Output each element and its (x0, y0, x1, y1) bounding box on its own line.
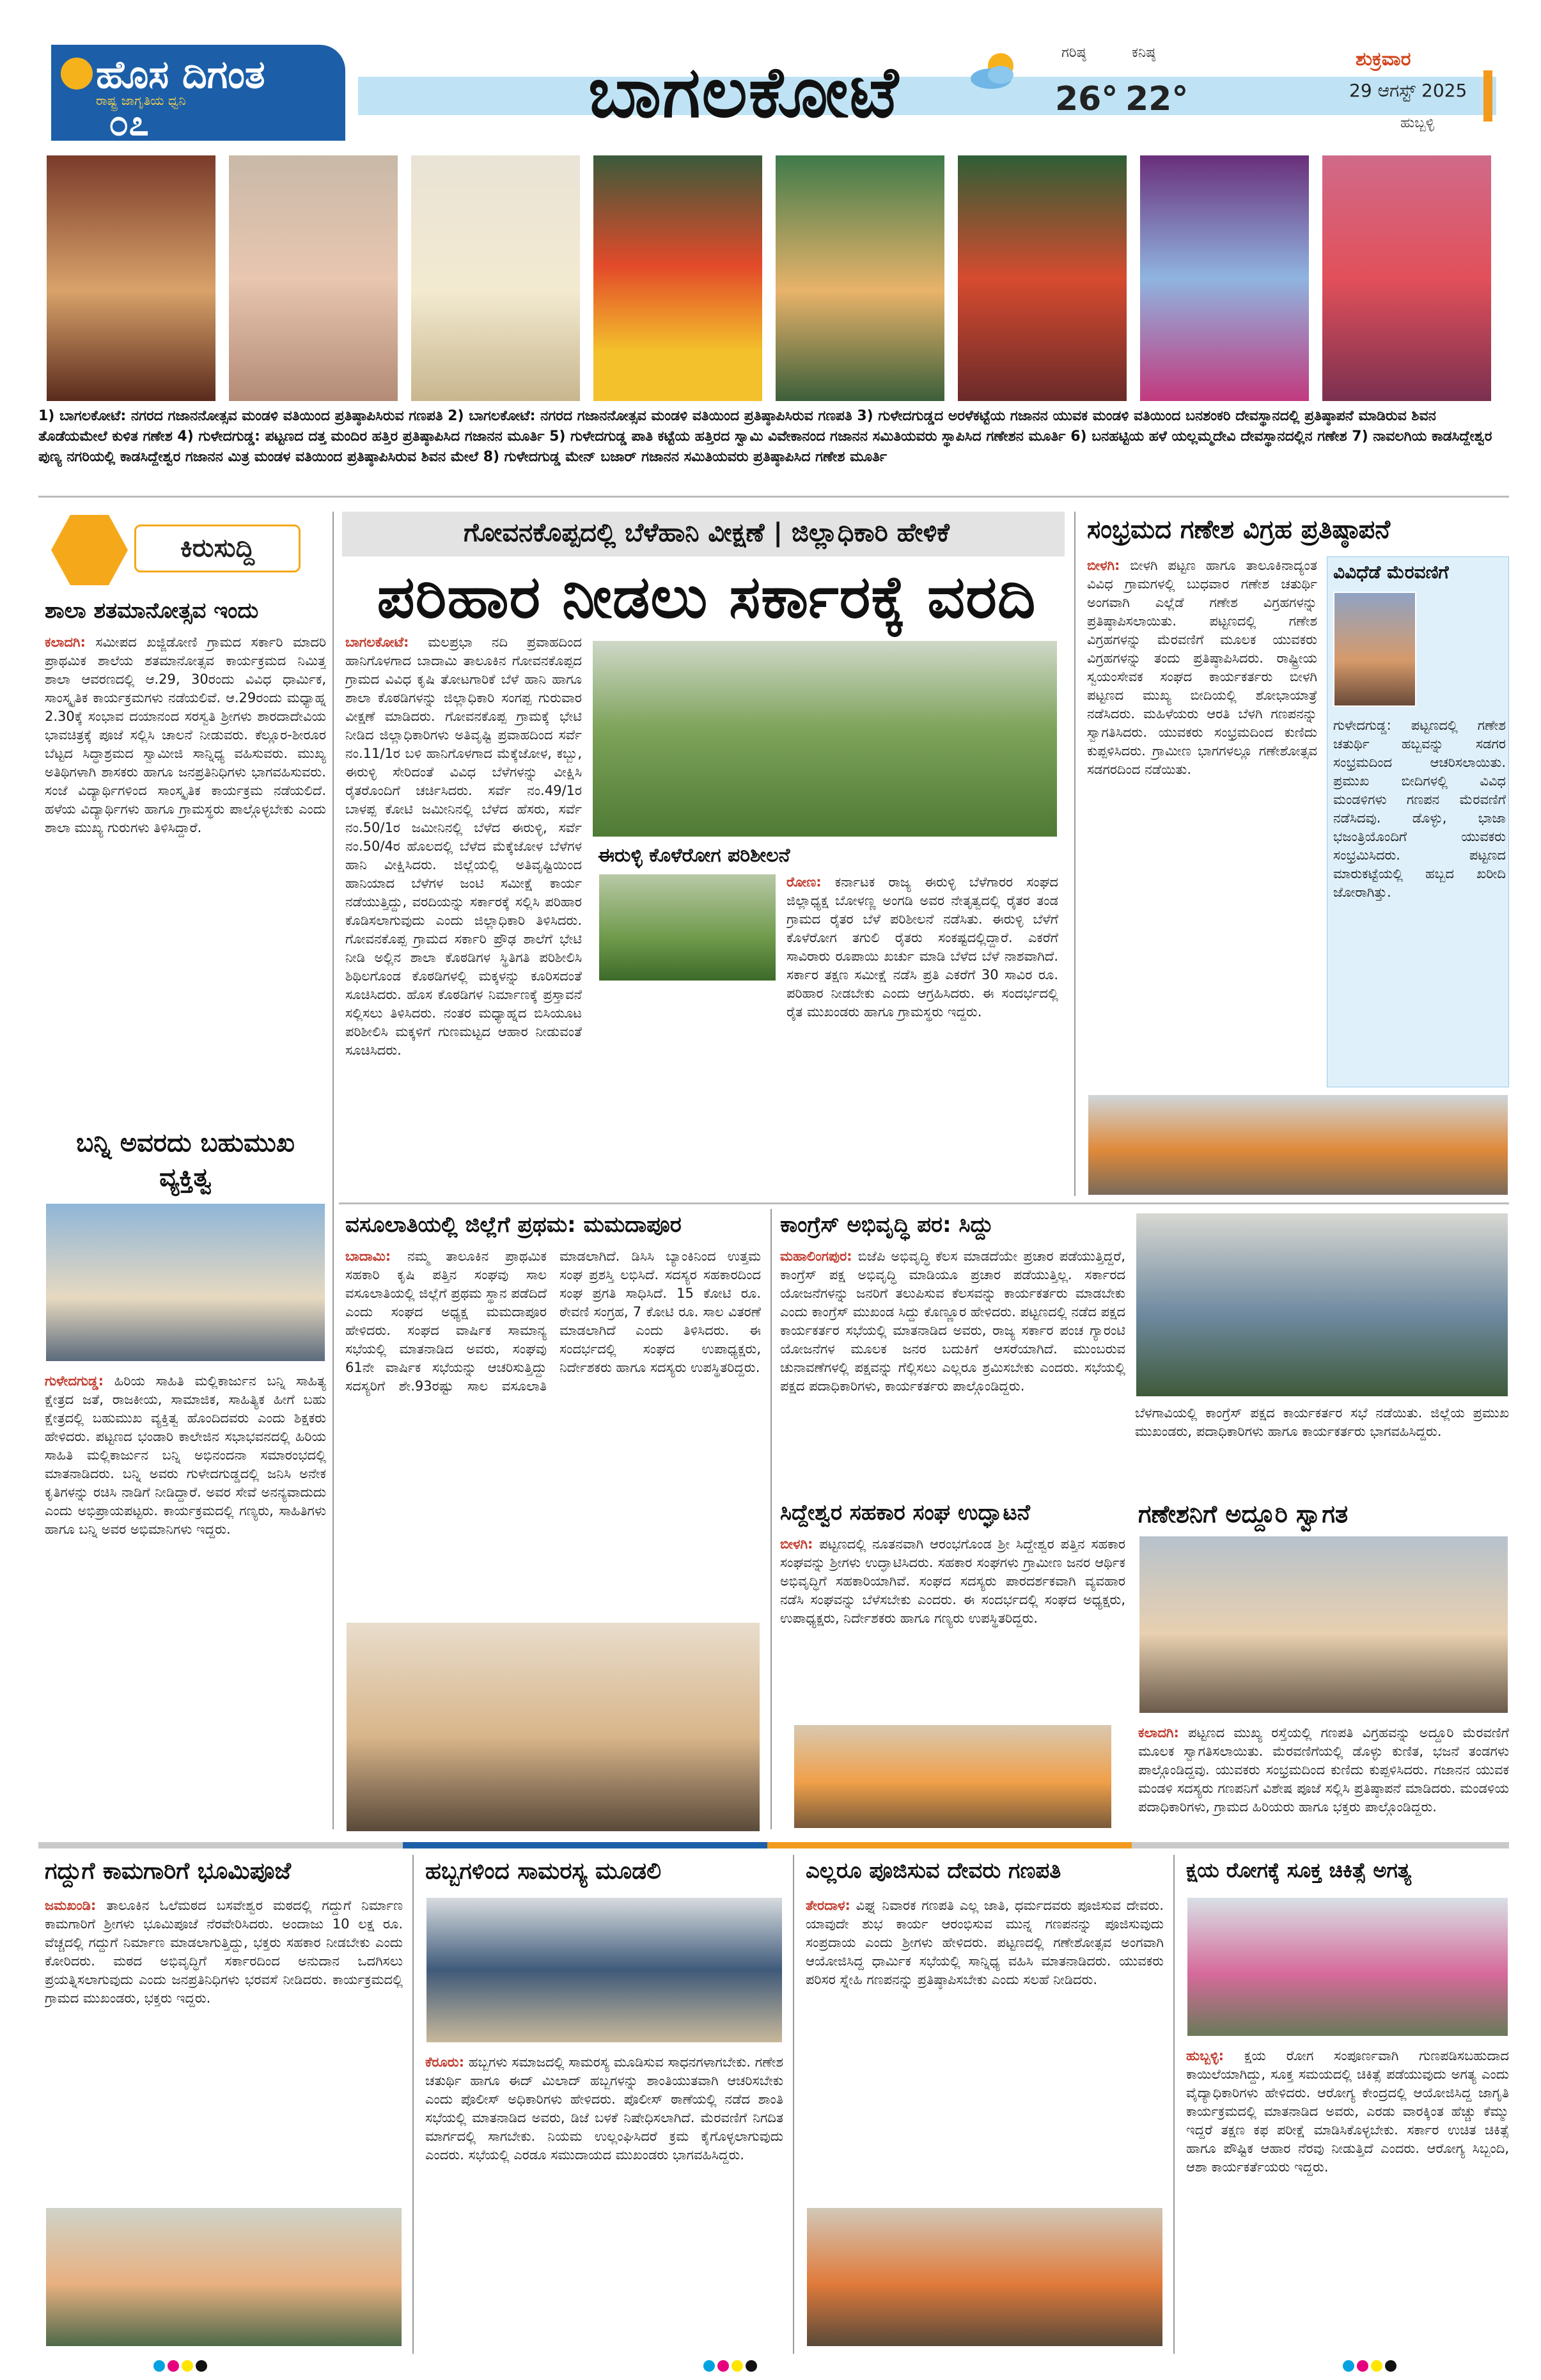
bottom-3-photo (806, 2207, 1164, 2347)
accent-bar (1483, 70, 1492, 122)
bottom-1-dateline: ಜಮಖಂಡಿ: (45, 1898, 97, 1913)
ganesha-dateline: ಬೀಳಗಿ: (1087, 558, 1120, 573)
temp-min: 22° (1125, 80, 1189, 118)
sub-photo-onion-field (598, 873, 777, 982)
siddeshwar-dateline: ಬೀಳಗಿ: (780, 1536, 813, 1552)
registration-dot (168, 2360, 179, 2372)
issue-date: 29 ಆಗಸ್ಟ್ 2025 (1349, 80, 1467, 101)
kiru-suddi-logo-icon (51, 515, 128, 585)
brief-1-body (45, 633, 326, 1119)
bottom-1-body (45, 1896, 403, 2197)
registration-dot (1385, 2360, 1396, 2372)
temp-max-label: ಗರಿಷ್ಠ (1061, 45, 1086, 61)
bottom-2-photo (425, 1896, 783, 2044)
ganesha-photo-4 (591, 154, 764, 403)
bottom-2-text: ಹಬ್ಬಗಳು ಸಮಾಜದಲ್ಲಿ ಸಾಮರಸ್ಯ ಮೂಡಿಸುವ ಸಾಧನಗಳಾಗಬೇಕು. ಗಣೇಶ ಚತುರ್ಥಿ ಹಾಗೂ ಈದ್ ಮಿಲಾದ್ ಹಬ್ಬಗಳನ್ನು ಶಾಂತಿಯುತವಾಗಿ ಆಚರಿಸಬೇಕು ಎಂದು ಪೊಲೀಸ್ ಅಧಿಕಾರಿಗಳು ಹೇಳಿದರು. ಪೊಲೀಸ್ ಠಾಣೆಯಲ್ಲಿ ನಡೆದ ಶಾಂತಿ ಸಭೆಯಲ್ಲಿ ಮಾತನಾಡಿದ ಅವರು, ಡಿಜೆ ಬಳಕೆ ನಿಷೇಧಿಸಲಾಗಿದೆ. ಮೆರವಣಿಗೆ ನಿಗದಿತ ಮಾರ್ಗದಲ್ಲಿ ಸಾಗಬೇಕು. ನಿಯಮ ಉಲ್ಲಂಘಿಸಿದರೆ ಕ್ರಮ ಕೈಗೊಳ್ಳಲಾಗುವುದು ಎಂದರು. ಸಭೆಯಲ್ಲಿ ಎರಡೂ ಸಮುದಾಯದ ಮುಖಂಡರು ಭಾಗವಹಿಸಿದ್ದರು. (425, 2054, 783, 2163)
lead-photo-crop-inspection (591, 640, 1058, 838)
ganesha-photo-1 (45, 154, 217, 403)
weekday: ಶುಕ್ರವಾರ (1356, 48, 1411, 70)
ganeshanige-photo (1138, 1535, 1509, 1714)
lead-text: ಮಲಪ್ರಭಾ ನದಿ ಪ್ರವಾಹದಿಂದ ಹಾನಿಗೊಳಗಾದ ಬಾದಾಮಿ ತಾಲೂಕಿನ ಗೋವನಕೊಪ್ಪದ ಗ್ರಾಮದ ವಿವಿಧ ಕೃಷಿ ತೋಟಗಾರಿಕೆ ಬೆಳೆ ಹಾನಿ ಹಾಗೂ ಶಾಲಾ ಕೊಠಡಿಗಳನ್ನು ಜಿಲ್ಲಾಧಿಕಾರಿ ಸಂಗಪ್ಪ ಗುರುವಾರ ವೀಕ್ಷಣೆ ಮಾಡಿದರು. ಗೋವನಕೊಪ್ಪ ಗ್ರಾಮಕ್ಕೆ ಭೇಟಿ ನೀಡಿದ ಜಿಲ್ಲಾಧಿಕಾರಿಗಳು ಅತಿವೃಷ್ಟಿ ಪ್ರವಾಹದಿಂದ ಸರ್ವೆ ನಂ.11/1ರ ಬಳಿ ಹಾನಿಗೊಳಗಾದ ಮೆಕ್ಕೆಜೋಳ, ಕಬ್ಬು, ಈರುಳ್ಳಿ ಸೇರಿದಂತೆ ವಿವಿಧ ಬೆಳೆಗಳನ್ನು ವೀಕ್ಷಿಸಿ ರೈತರೊಂದಿಗೆ ಚರ್ಚಿಸಿದರು. ಸರ್ವೆ ನಂ.49/1ರ ಬಾಳಪ್ಪ ಕೋಟಿ ಜಮೀನಿನಲ್ಲಿ ಬೆಳೆದ ಹೆಸರು, ಸರ್ವೆ ನಂ.50/1ರ ಜಮೀನಿನಲ್ಲಿ ಬೆಳೆದ ಈರುಳ್ಳಿ, ಸರ್ವೆ ನಂ.50/4ರ ಹೊಲದಲ್ಲಿ ಬೆಳೆದ ಮೆಕ್ಕೆಜೋಳ ಬೆಳೆಗಳ ಹಾನಿ ವೀಕ್ಷಿಸಿದರು. ಜಿಲ್ಲೆಯಲ್ಲಿ ಅತಿವೃಷ್ಟಿಯಿಂದ ಹಾನಿಯಾದ ಬೆಳೆಗಳ ಜಂಟಿ ಸಮೀಕ್ಷೆ ಕಾರ್ಯ ನಡೆಯುತ್ತಿದ್ದು, ವರದಿಯನ್ನು ಸರ್ಕಾರಕ್ಕೆ ಸಲ್ಲಿಸಿ ಪರಿಹಾರ ಕೊಡಿಸಲಾಗುವುದು ಎಂದು ಜಿಲ್ಲಾಧಿಕಾರಿ ತಿಳಿಸಿದರು. ಗೋವನಕೊಪ್ಪ ಗ್ರಾಮದ ಸರ್ಕಾರಿ ಪ್ರೌಢ ಶಾಲೆಗೆ ಭೇಟಿ ನೀಡಿ ಅಲ್ಲಿನ ಶಾಲಾ ಕೊಠಡಿಗಳ ಸ್ಥಿತಿಗತಿ ಪರಿಶೀಲಿಸಿ ಶಿಥಿಲಗೊಂಡ ಕೊಠಡಿಗಳಲ್ಲಿ ಮಕ್ಕಳನ್ನು ಕೂರಿಸದಂತೆ ಸೂಚಿಸಿದರು. ಹೊಸ ಕೊಠಡಿಗಳ ನಿರ್ಮಾಣಕ್ಕೆ ಪ್ರಸ್ತಾವನೆ ಸಲ್ಲಿಸಲು ತಿಳಿಸಿದರು. ನಂತರ ಮಧ್ಯಾಹ್ನದ ಬಿಸಿಯೂಟ ಪರಿಶೀಲಿಸಿ ಮಕ್ಕಳಿಗೆ ಗುಣಮಟ್ಟದ ಆಹಾರ ನೀಡುವಂತೆ ಸೂಚಿಸಿದರು. (345, 634, 582, 1058)
temp-max: 26° (1055, 80, 1118, 118)
vasulati-photo (345, 1621, 761, 1832)
vasulati-dateline: ಬಾದಾಮಿ: (345, 1249, 391, 1264)
column-rule (332, 512, 334, 1829)
column-rule (1074, 512, 1076, 1196)
cloud-sun-icon (966, 48, 1023, 93)
bottom-1-text: ತಾಲೂಕಿನ ಓಲೆಮಠದ ಬಸವೇಶ್ವರ ಮಠದಲ್ಲಿ ಗದ್ದುಗೆ ನಿರ್ಮಾಣ ಕಾಮಗಾರಿಗೆ ಶ್ರೀಗಳು ಭೂಮಿಪೂಜೆ ನೆರವೇರಿಸಿದರು. ಅಂದಾಜು 10 ಲಕ್ಷ ರೂ. ವೆಚ್ಚದಲ್ಲಿ ಗದ್ದುಗೆ ನಿರ್ಮಾಣ ಮಾಡಲಾಗುತ್ತಿದ್ದು, ಭಕ್ತರು ಸಹಕಾರ ನೀಡಬೇಕು ಎಂದು ಕೋರಿದರು. ಮಠದ ಅಭಿವೃದ್ಧಿಗೆ ಸರ್ಕಾರದಿಂದ ಅನುದಾನ ಒದಗಿಸಲು ಪ್ರಯತ್ನಿಸಲಾಗುವುದು ಎಂದು ಜನಪ್ರತಿನಿಧಿಗಳು ಭರವಸೆ ನೀಡಿದರು. ಕಾರ್ಯಕ್ರಮದಲ್ಲಿ ಗ್ರಾಮದ ಮುಖಂಡರು, ಭಕ್ತರು ಇದ್ದರು. (45, 1898, 403, 2006)
bottom-4-text: ಕ್ಷಯ ರೋಗ ಸಂಪೂರ್ಣವಾಗಿ ಗುಣಪಡಿಸಬಹುದಾದ ಕಾಯಿಲೆಯಾಗಿದ್ದು, ಸೂಕ್ತ ಸಮಯದಲ್ಲಿ ಚಿಕಿತ್ಸೆ ಪಡೆಯುವುದು ಅಗತ್ಯ ಎಂದು ವೈದ್ಯಾಧಿಕಾರಿಗಳು ಹೇಳಿದರು. ಆರೋಗ್ಯ ಕೇಂದ್ರದಲ್ಲಿ ಆಯೋಜಿಸಿದ್ದ ಜಾಗೃತಿ ಕಾರ್ಯಕ್ರಮದಲ್ಲಿ ಮಾತನಾಡಿದ ಅವರು, ಎರಡು ವಾರಕ್ಕಿಂತ ಹೆಚ್ಚು ಕೆಮ್ಮು ಇದ್ದರೆ ತಕ್ಷಣ ಕಫ ಪರೀಕ್ಷೆ ಮಾಡಿಸಿಕೊಳ್ಳಬೇಕು. ಸರ್ಕಾರ ಉಚಿತ ಚಿಕಿತ್ಸೆ ಹಾಗೂ ಪೌಷ್ಟಿಕ ಆಹಾರ ನೆರವು ನೀಡುತ್ತಿದೆ ಎಂದರು. ಆರೋಗ್ಯ ಸಿಬ್ಬಂದಿ, ಆಶಾ ಕಾರ್ಯಕರ್ತೆಯರು ಇದ್ದರು. (1186, 2048, 1509, 2175)
page-number: ೦೭ (109, 102, 149, 144)
column-rule (793, 1855, 794, 2354)
procession-photo (1333, 592, 1416, 707)
vasulati-body (345, 1247, 761, 1612)
brief-2-photo (45, 1202, 326, 1362)
divider-bar (403, 1842, 767, 1848)
congress-photo (1135, 1212, 1509, 1398)
ganeshanige-headline: ಗಣೇಶನಿಗೆ ಅದ್ದೂರಿ ಸ್ವಾಗತ (1138, 1500, 1349, 1528)
column-rule (1173, 1855, 1175, 2354)
ganesha-photo-7 (1138, 154, 1311, 403)
brand-name: ಹೊಸ ದಿಗಂತ (96, 52, 265, 97)
ganesha-photo-6 (956, 154, 1129, 403)
procession-box-body: ಗುಳೇದಗುಡ್ಡ: ಪಟ್ಟಣದಲ್ಲಿ ಗಣೇಶ ಚತುರ್ಥಿ ಹಬ್ಬವನ್ನು ಸಡಗರ ಸಂಭ್ರಮದಿಂದ ಆಚರಿಸಲಾಯಿತು. ಪ್ರಮುಖ ಬೀದಿಗಳಲ್ಲಿ ವಿವಿಧ ಮಂಡಳಿಗಳು ಗಣಪನ ಮೆರವಣಿಗೆ ನಡೆಸಿದವು. ಡೊಳ್ಳು, ಭಾಜಾ ಭಜಂತ್ರಿಯೊಂದಿಗೆ ಯುವಕರು ಸಂಭ್ರಮಿಸಿದರು. ಪಟ್ಟಣದ ಮಾರುಕಟ್ಟೆಯಲ್ಲಿ ಹಬ್ಬದ ಖರೀದಿ ಜೋರಾಗಿತ್ತು. (1333, 718, 1506, 900)
ganeshanige-text: ಪಟ್ಟಣದ ಮುಖ್ಯ ರಸ್ತೆಯಲ್ಲಿ ಗಣಪತಿ ವಿಗ್ರಹವನ್ನು ಅದ್ದೂರಿ ಮೆರವಣಿಗೆ ಮೂಲಕ ಸ್ವಾಗತಿಸಲಾಯಿತು. ಮೆರವಣಿಗೆಯಲ್ಲಿ ಡೊಳ್ಳು ಕುಣಿತ, ಭಜನೆ ತಂಡಗಳು ಪಾಲ್ಗೊಂಡಿದ್ದವು. ಯುವಕರು ಸಂಭ್ರಮದಿಂದ ಕುಣಿದು ಕುಪ್ಪಳಿಸಿದರು. ಗಜಾನನ ಯುವಕ ಮಂಡಳಿ ಸದಸ್ಯರು ಗಣಪನಿಗೆ ವಿಶೇಷ ಪೂಜೆ ಸಲ್ಲಿಸಿ ಪ್ರತಿಷ್ಠಾಪನೆ ಮಾಡಿದರು. ಮಂಡಳಿಯ ಪದಾಧಿಕಾರಿಗಳು, ಗ್ರಾಮದ ಹಿರಿಯರು ಹಾಗೂ ಭಕ್ತರು ಪಾಲ್ಗೊಂಡಿದ್ದರು. (1138, 1725, 1509, 1815)
masthead (0, 0, 1541, 147)
lead-body (345, 633, 582, 1177)
bottom-3-body (806, 1896, 1164, 2197)
brief-2-body (45, 1372, 326, 1832)
vasulati-headline: ವಸೂಲಾತಿಯಲ್ಲಿ ಜಿಲ್ಲೆಗೆ ಪ್ರಥಮ: ಮಮದಾಪೂರ (345, 1212, 682, 1238)
sub-dateline: ರೋಣ: (786, 874, 822, 890)
brief-2-dateline: ಗುಳೇದಗುಡ್ಡ: (45, 1373, 104, 1389)
registration-dot (1357, 2360, 1368, 2372)
ganesha-procession-photo (1087, 1094, 1509, 1196)
divider-bar (1132, 1842, 1509, 1848)
ganeshanige-body (1138, 1724, 1509, 1829)
divider (38, 496, 1509, 498)
lead-dateline: ಬಾಗಲಕೋಟೆ: (345, 634, 409, 650)
brief-2-title: ಬನ್ನಿ ಅವರದು ಬಹುಮುಖ ವ್ಯಕ್ತಿತ್ವ (76, 1128, 295, 1192)
edition-band (358, 77, 1496, 115)
siddeshwar-body (780, 1535, 1125, 1714)
bottom-1-photo (45, 2207, 403, 2347)
ganesha-photo-5 (774, 154, 946, 403)
registration-dot (196, 2360, 207, 2372)
siddeshwar-headline: ಸಿದ್ದೇಶ್ವರ ಸಹಕಾರ ಸಂಘ ಉದ್ಘಾಟನೆ (780, 1500, 1030, 1525)
bottom-1-headline: ಗದ್ದುಗೆ ಕಾಮಗಾರಿಗೆ ಭೂಮಿಪೂಜೆ (45, 1858, 292, 1884)
sub-body (786, 873, 1058, 1071)
registration-dot (717, 2360, 729, 2372)
ganesha-photo-3 (409, 154, 582, 403)
ganesha-text: ಬೀಳಗಿ ಪಟ್ಟಣ ಹಾಗೂ ತಾಲೂಕಿನಾದ್ಯಂತ ವಿವಿಧ ಗ್ರಾಮಗಳಲ್ಲಿ ಬುಧವಾರ ಗಣೇಶ ಚತುರ್ಥಿ ಅಂಗವಾಗಿ ಎಲ್ಲೆಡೆ ಗಣೇಶ ವಿಗ್ರಹಗಳನ್ನು ಪ್ರತಿಷ್ಠಾಪಿಸಲಾಯಿತು. ಪಟ್ಟಣದಲ್ಲಿ ಗಣೇಶ ವಿಗ್ರಹಗಳನ್ನು ಮೆರವಣಿಗೆ ಮೂಲಕ ಯುವಕರು ವಿಗ್ರಹಗಳನ್ನು ತಂದು ಪ್ರತಿಷ್ಠಾಪಿಸಿದರು. ರಾಷ್ಟ್ರೀಯ ಸ್ವಯಂಸೇವಕ ಸಂಘದ ಕಾರ್ಯಕರ್ತರು ಬೀಳಗಿ ಪಟ್ಟಣದ ಮುಖ್ಯ ಬೀದಿಯಲ್ಲಿ ಶೋಭಾಯಾತ್ರೆ ನಡೆಸಿದರು. ಮಹಿಳೆಯರು ಆರತಿ ಬೆಳಗಿ ಗಣಪನನ್ನು ಸ್ವಾಗತಿಸಿದರು. ಯುವಕರು ಸಂಭ್ರಮದಿಂದ ಕುಣಿದು ಕುಪ್ಪಳಿಸಿದರು. ಗ್ರಾಮೀಣ ಭಾಗಗಳಲ್ಲೂ ಗಣೇಶೋತ್ಸವ ಸಡಗರದಿಂದ ನಡೆಯಿತು. (1087, 558, 1317, 777)
registration-dot (731, 2360, 743, 2372)
column-rule (770, 1209, 772, 1829)
siddeshwar-text: ಪಟ್ಟಣದಲ್ಲಿ ನೂತನವಾಗಿ ಆರಂಭಗೊಂಡ ಶ್ರೀ ಸಿದ್ದೇಶ್ವರ ಪತ್ತಿನ ಸಹಕಾರ ಸಂಘವನ್ನು ಶ್ರೀಗಳು ಉದ್ಘಾಟಿಸಿದರು. ಸಹಕಾರ ಸಂಘಗಳು ಗ್ರಾಮೀಣ ಜನರ ಆರ್ಥಿಕ ಅಭಿವೃದ್ಧಿಗೆ ಸಹಕಾರಿಯಾಗಿವೆ. ಸಂಘದ ಸದಸ್ಯರು ಪಾರದರ್ಶಕವಾಗಿ ವ್ಯವಹಾರ ನಡೆಸಿ ಸಂಘವನ್ನು ಬೆಳೆಸಬೇಕು ಎಂದರು. ಈ ಸಂದರ್ಭದಲ್ಲಿ ಸಂಘದ ಅಧ್ಯಕ್ಷರು, ಉಪಾಧ್ಯಕ್ಷರು, ನಿರ್ದೇಶಕರು ಹಾಗೂ ಗಣ್ಯರು ಉಪಸ್ಥಿತರಿದ್ದರು. (780, 1536, 1125, 1626)
registration-dot (746, 2360, 757, 2372)
brief-1-title: ಶಾಲಾ ಶತಮಾನೋತ್ಸವ ಇಂದು (45, 598, 259, 624)
congress-body (780, 1247, 1125, 1490)
ganeshanige-dateline: ಕಲಾದಗಿ: (1138, 1725, 1179, 1740)
bottom-4-dateline: ಹುಬ್ಬಳ್ಳಿ: (1186, 2048, 1224, 2063)
sub-headline: ಈರುಳ್ಳಿ ಕೊಳೆರೋಗ ಪರಿಶೀಲನೆ (598, 844, 790, 867)
lead-headline: ಪರಿಹಾರ ನೀಡಲು ಸರ್ಕಾರಕ್ಕೆ ವರದಿ (377, 563, 1036, 631)
registration-dot (1371, 2360, 1382, 2372)
ganesha-headline: ಸಂಭ್ರಮದ ಗಣೇಶ ವಿಗ್ರಹ ಪ್ರತಿಷ್ಠಾಪನೆ (1087, 515, 1391, 544)
ganesha-photo-8 (1320, 154, 1493, 403)
registration-dot (703, 2360, 715, 2372)
lead-kicker: ಗೋವನಕೊಪ್ಪದಲ್ಲಿ ಬೆಳೆಹಾನಿ ವೀಕ್ಷಣೆ | ಜಿಲ್ಲಾಧಿಕಾರಿ ಹೇಳಿಕೆ (464, 518, 950, 548)
bottom-2-body (425, 2053, 783, 2354)
sub-text: ಕರ್ನಾಟಕ ರಾಜ್ಯ ಈರುಳ್ಳಿ ಬೆಳೆಗಾರರ ಸಂಘದ ಜಿಲ್ಲಾಧ್ಯಕ್ಷ ಬೋಳಣ್ಣ ಅಂಗಡಿ ಅವರ ನೇತೃತ್ವದಲ್ಲಿ ರೈತರ ತಂಡ ಗ್ರಾಮದ ರೈತರ ಬೆಳೆ ಪರಿಶೀಲನೆ ನಡೆಸಿತು. ಈರುಳ್ಳಿ ಬೆಳೆಗೆ ಕೊಳೆರೋಗ ತಗುಲಿ ರೈತರು ಸಂಕಷ್ಟದಲ್ಲಿದ್ದಾರೆ. ಎಕರೆಗೆ ಸಾವಿರಾರು ರೂಪಾಯಿ ಖರ್ಚು ಮಾಡಿ ಬೆಳೆದ ಬೆಳೆ ನಾಶವಾಗಿದೆ. ಸರ್ಕಾರ ತಕ್ಷಣ ಸಮೀಕ್ಷೆ ನಡೆಸಿ ಪ್ರತಿ ಎಕರೆಗೆ 30 ಸಾವಿರ ರೂ. ಪರಿಹಾರ ನೀಡಬೇಕು ಎಂದು ಆಗ್ರಹಿಸಿದರು. ಈ ಸಂದರ್ಭದಲ್ಲಿ ರೈತ ಮುಖಂಡರು ಹಾಗೂ ಗ್ರಾಮಸ್ಥರು ಇದ್ದರು. (786, 874, 1058, 1020)
ganesha-photo-2 (227, 154, 400, 403)
procession-box-title: ವಿವಿಧೆಡೆ ಮೆರವಣಿಗೆ (1333, 562, 1449, 583)
registration-dot (153, 2360, 165, 2372)
divider-bar (767, 1842, 1132, 1848)
brief-1-dateline: ಕಲಾದಗಿ: (45, 634, 86, 650)
congress-text: ಬಿಜೆಪಿ ಅಭಿವೃದ್ಧಿ ಕೆಲಸ ಮಾಡದೆಯೇ ಪ್ರಚಾರ ಪಡೆಯುತ್ತಿದ್ದರೆ, ಕಾಂಗ್ರೆಸ್ ಪಕ್ಷ ಅಭಿವೃದ್ಧಿ ಮಾಡಿಯೂ ಪ್ರಚಾರ ಪಡೆಯುತ್ತಿಲ್ಲ. ಸರ್ಕಾರದ ಯೋಜನೆಗಳನ್ನು ಜನರಿಗೆ ತಲುಪಿಸುವ ಕೆಲಸವನ್ನು ಕಾರ್ಯಕರ್ತರು ಮಾಡಬೇಕು ಎಂದು ಕಾಂಗ್ರೆಸ್ ಮುಖಂಡ ಸಿದ್ದು ಕೊಣ್ಣೂರ ಹೇಳಿದರು. ಪಟ್ಟಣದಲ್ಲಿ ನಡೆದ ಪಕ್ಷದ ಕಾರ್ಯಕರ್ತರ ಸಭೆಯಲ್ಲಿ ಮಾತನಾಡಿದ ಅವರು, ರಾಜ್ಯ ಸರ್ಕಾರ ಪಂಚ ಗ್ಯಾರಂಟಿ ಯೋಜನೆಗಳ ಮೂಲಕ ಜನರ ಬದುಕಿಗೆ ಆಸರೆಯಾಗಿದೆ. ಮುಂಬರುವ ಚುನಾವಣೆಗಳಲ್ಲಿ ಪಕ್ಷವನ್ನು ಗೆಲ್ಲಿಸಲು ಎಲ್ಲರೂ ಶ್ರಮಿಸಬೇಕು ಎಂದರು. ಸಭೆಯಲ್ಲಿ ಪಕ್ಷದ ಪದಾಧಿಕಾರಿಗಳು, ಕಾರ್ಯಕರ್ತರು ಪಾಲ್ಗೊಂಡಿದ್ದರು. (780, 1249, 1125, 1394)
ganesha-body (1087, 556, 1317, 1004)
bottom-3-dateline: ತೇರದಾಳ: (806, 1898, 850, 1913)
congress-headline: ಕಾಂಗ್ರೆಸ್ ಅಭಿವೃದ್ಧಿ ಪರ: ಸಿದ್ದು (780, 1212, 994, 1238)
divider (339, 1202, 1509, 1204)
bottom-4-headline: ಕ್ಷಯ ರೋಗಕ್ಕೆ ಸೂಕ್ತ ಚಿಕಿತ್ಸೆ ಅಗತ್ಯ (1186, 1858, 1412, 1882)
siddeshwar-photo (793, 1724, 1113, 1829)
print-city: ಹುಬ್ಬಳ್ಳಿ (1400, 115, 1435, 131)
edition-title: ಬಾಗಲಕೋಟೆ (588, 51, 900, 133)
brand-tagline: ರಾಷ್ಟ್ರ ಜಾಗೃತಿಯ ಧ್ವನಿ (96, 93, 186, 108)
brief-1-text: ಸಮೀಪದ ಖಜ್ಜಿಡೋಣಿ ಗ್ರಾಮದ ಸರ್ಕಾರಿ ಮಾದರಿ ಪ್ರಾಥಮಿಕ ಶಾಲೆಯ ಶತಮಾನೋತ್ಸವ ಕಾರ್ಯಕ್ರಮದ ನಿಮಿತ್ತ ಶಾಲಾ ಆವರಣದಲ್ಲಿ ಆ.29, 30ರಂದು ವಿವಿಧ ಧಾರ್ಮಿಕ, ಸಾಂಸ್ಕೃತಿಕ ಕಾರ್ಯಕ್ರಮಗಳು ನಡೆಯಲಿವೆ. ಆ.29ರಂದು ಮಧ್ಯಾಹ್ನ 2.30ಕ್ಕೆ ಸಂಭಾವ ದಯಾನಂದ ಸರಸ್ವತಿ ಶ್ರೀಗಳು ಶಾರದಾದೇವಿಯ ಭಾವಚಿತ್ರಕ್ಕೆ ಪೂಜೆ ಸಲ್ಲಿಸಿ ಚಾಲನೆ ನೀಡುವರು. ಕೆಲ್ಲೂರ-ಶೀರೂರ ಬೆಟ್ಟದ ಸಿದ್ಧಾಶ್ರಮದ ಸ್ವಾಮೀಜಿ ಸಾನ್ನಿಧ್ಯ ವಹಿಸುವರು. ಮುಖ್ಯ ಅತಿಥಿಗಳಾಗಿ ಶಾಸಕರು ಹಾಗೂ ಜನಪ್ರತಿನಿಧಿಗಳು ಭಾಗವಹಿಸುವರು. ಸಂಜೆ ವಿದ್ಯಾರ್ಥಿಗಳಿಂದ ಸಾಂಸ್ಕೃತಿಕ ಕಾರ್ಯಕ್ರಮ ನಡೆಯಲಿದೆ. ಹಳೆಯ ವಿದ್ಯಾರ್ಥಿಗಳು ಹಾಗೂ ಗ್ರಾಮಸ್ಥರು ಪಾಲ್ಗೊಳ್ಳಬೇಕು ಎಂದು ಶಾಲಾ ಮುಖ್ಯ ಗುರುಗಳು ತಿಳಿಸಿದ್ದಾರೆ. (45, 634, 326, 835)
divider-bar (38, 1842, 403, 1848)
column-rule (412, 1855, 414, 2354)
bottom-4-photo (1186, 1896, 1509, 2037)
brief-2-text: ಹಿರಿಯ ಸಾಹಿತಿ ಮಲ್ಲಿಕಾರ್ಜುನ ಬನ್ನಿ ಸಾಹಿತ್ಯ ಕ್ಷೇತ್ರದ ಜತೆ, ರಾಜಕೀಯ, ಸಾಮಾಜಿಕ, ಸಾಹಿತ್ಯಿಕ ಹೀಗೆ ಬಹು ಕ್ಷೇತ್ರದಲ್ಲಿ ಬಹುಮುಖ ವ್ಯಕ್ತಿತ್ವ ಹೊಂದಿದವರು ಎಂದು ಶಿಕ್ಷಕರು ಹೇಳಿದರು. ಪಟ್ಟಣದ ಭಂಡಾರಿ ಕಾಲೇಜಿನ ಸಭಾಭವನದಲ್ಲಿ ಹಿರಿಯ ಸಾಹಿತಿ ಮಲ್ಲಿಕಾರ್ಜುನ ಬನ್ನಿ ಅಭಿನಂದನಾ ಸಮಾರಂಭದಲ್ಲಿ ಮಾತನಾಡಿದರು. ಬನ್ನಿ ಅವರು ಗುಳೇದಗುಡ್ಡದಲ್ಲಿ ಜನಿಸಿ ಅನೇಕ ಕೃತಿಗಳನ್ನು ರಚಿಸಿ ನಾಡಿಗೆ ನೀಡಿದ್ದಾರೆ. ಅವರ ಸೇವೆ ಅನನ್ಯವಾದುದು ಎಂದು ಅಭಿಪ್ರಾಯಪಟ್ಟರು. ಕಾರ್ಯಕ್ರಮದಲ್ಲಿ ಗಣ್ಯರು, ಸಾಹಿತಿಗಳು ಹಾಗೂ ಬನ್ನಿ ಅವರ ಅಭಿಮಾನಿಗಳು ಇದ್ದರು. (45, 1373, 326, 1537)
bottom-4-body (1186, 2047, 1509, 2354)
vasulati-text: ನಮ್ಮ ತಾಲೂಕಿನ ಪ್ರಾಥಮಿಕ ಸಹಕಾರಿ ಕೃಷಿ ಪತ್ತಿನ ಸಂಘವು ಸಾಲ ವಸೂಲಾತಿಯಲ್ಲಿ ಜಿಲ್ಲೆಗೆ ಪ್ರಥಮ ಸ್ಥಾನ ಪಡೆದಿದೆ ಎಂದು ಸಂಘದ ಅಧ್ಯಕ್ಷ ಮಮದಾಪೂರ ಹೇಳಿದರು. ಸಂಘದ ವಾರ್ಷಿಕ ಸಾಮಾನ್ಯ ಸಭೆಯಲ್ಲಿ ಮಾತನಾಡಿದ ಅವರು, ಸಂಘವು 61ನೇ ವಾರ್ಷಿಕ ಸಭೆಯನ್ನು ಆಚರಿಸುತ್ತಿದ್ದು ಸದಸ್ಯರಿಗೆ ಶೇ.93ರಷ್ಟು ಸಾಲ ವಸೂಲಾತಿ ಮಾಡಲಾಗಿದೆ. ಡಿಸಿಸಿ ಬ್ಯಾಂಕಿನಿಂದ ಉತ್ತಮ ಸಂಘ ಪ್ರಶಸ್ತಿ ಲಭಿಸಿದೆ. ಸದಸ್ಯರ ಸಹಕಾರದಿಂದ ಸಂಘ ಪ್ರಗತಿ ಸಾಧಿಸಿದೆ. 15 ಕೋಟಿ ರೂ. ಠೇವಣಿ ಸಂಗ್ರಹ, 7 ಕೋಟಿ ರೂ. ಸಾಲ ವಿತರಣೆ ಮಾಡಲಾಗಿದೆ ಎಂದು ತಿಳಿಸಿದರು. ಈ ಸಂದರ್ಭದಲ್ಲಿ ಸಂಘದ ಉಪಾಧ್ಯಕ್ಷರು, ನಿರ್ದೇಶಕರು ಹಾಗೂ ಸದಸ್ಯರು ಉಪಸ್ಥಿತರಿದ್ದರು. (345, 1249, 761, 1394)
temp-min-label: ಕನಿಷ್ಠ (1132, 45, 1156, 61)
brand-logo-icon (61, 58, 93, 90)
congress-dateline: ಮಹಾಲಿಂಗಪುರ: (780, 1249, 852, 1264)
bottom-2-dateline: ಕೆರೂರು: (425, 2054, 464, 2070)
congress-photo-caption: ಬೆಳಗಾವಿಯಲ್ಲಿ ಕಾಂಗ್ರೆಸ್ ಪಕ್ಷದ ಕಾರ್ಯಕರ್ತರ ಸಭೆ ನಡೆಯಿತು. ಜಿಲ್ಲೆಯ ಪ್ರಮುಖ ಮುಖಂಡರು, ಪದಾಧಿಕಾರಿಗಳು ಹಾಗೂ ಕಾರ್ಯಕರ್ತರು ಭಾಗವಹಿಸಿದ್ದರು. (1135, 1405, 1509, 1439)
registration-dot (1343, 2360, 1354, 2372)
photo-strip-caption: 1) ಬಾಗಲಕೋಟೆ: ನಗರದ ಗಜಾನನೋತ್ಸವ ಮಂಡಳಿ ವತಿಯಿಂದ ಪ್ರತಿಷ್ಠಾಪಿಸಿರುವ ಗಣಪತಿ 2) ಬಾಗಲಕೋಟೆ: ನಗರದ ಗಜಾನನೋತ್ಸವ ಮಂಡಳಿ ವತಿಯಿಂದ ಪ್ರತಿಷ್ಠಾಪಿಸಿರುವ ಗಣಪತಿ 3) ಗುಳೇದಗುಡ್ಡದ ಅರಳೆಕಟ್ಟೆಯ ಗಜಾನನ ಯುವಕ ಮಂಡಳಿ ವತಿಯಿಂದ ಬನಶಂಕರಿ ದೇವಸ್ಥಾನದಲ್ಲಿ ಪ್ರತಿಷ್ಠಾಪನೆ ಮಾಡಿರುವ ಶಿವನ ತೊಡೆಯಮೇಲೆ ಕುಳಿತ ಗಣೇಶ 4) ಗುಳೇದಗುಡ್ಡ: ಪಟ್ಟಣದ ದತ್ತ ಮಂದಿರ ಹತ್ತಿರ ಪ್ರತಿಷ್ಠಾಪಿಸಿದ ಗಜಾನನ ಮೂರ್ತಿ 5) ಗುಳೇದಗುಡ್ಡ ಪಾತಿ ಕಟ್ಟೆಯ ಹತ್ತಿರದ ಸ್ವಾಮಿ ವಿವೇಕಾನಂದ ಗಜಾನನ ಸಮಿತಿಯವರು ಸ್ಥಾಪಿಸಿದ ಗಣೇಶನ ಮೂರ್ತಿ 6) ಬನಹಟ್ಟಿಯ ಹಳೆ ಯಲ್ಲಮ್ಮದೇವಿ ದೇವಸ್ಥಾನದಲ್ಲಿನ ಗಣೇಶ 7) ನಾವಲಗಿಯ ಕಾಡಸಿದ್ದೇಶ್ವರ ಪುಣ್ಯ ನಗರಿಯಲ್ಲಿ ಕಾಡಸಿದ್ದೇಶ್ವರ ಗಜಾನನ ಮಿತ್ರ ಮಂಡಳ ವತಿಯಿಂದ ಪ್ರತಿಷ್ಠಾಪಿಸಿರುವ ಶಿವನ ಮೇಲೆ 8) ಗುಳೇದಗುಡ್ಡ ಮೇನ್ ಬಜಾರ್ ಗಜಾನನ ಸಮಿತಿಯವರು ಪ್ರತಿಷ್ಠಾಪಿಸಿದ ಗಣೇಶ ಮೂರ್ತಿ (38, 408, 1492, 465)
registration-dot (182, 2360, 193, 2372)
bottom-3-text: ವಿಘ್ನ ನಿವಾರಕ ಗಣಪತಿ ಎಲ್ಲ ಜಾತಿ, ಧರ್ಮದವರು ಪೂಜಿಸುವ ದೇವರು. ಯಾವುದೇ ಶುಭ ಕಾರ್ಯ ಆರಂಭಿಸುವ ಮುನ್ನ ಗಣಪನನ್ನು ಪೂಜಿಸುವುದು ಸಂಪ್ರದಾಯ ಎಂದು ಶ್ರೀಗಳು ಹೇಳಿದರು. ಪಟ್ಟಣದಲ್ಲಿ ಗಣೇಶೋತ್ಸವ ಅಂಗವಾಗಿ ಆಯೋಜಿಸಿದ್ದ ಧಾರ್ಮಿಕ ಸಭೆಯಲ್ಲಿ ಸಾನ್ನಿಧ್ಯ ವಹಿಸಿ ಮಾತನಾಡಿದರು. ಯುವಕರು ಪರಿಸರ ಸ್ನೇಹಿ ಗಣಪನನ್ನು ಪ್ರತಿಷ್ಠಾಪಿಸಬೇಕು ಎಂದು ಸಲಹೆ ನೀಡಿದರು. (806, 1898, 1164, 1987)
bottom-3-headline: ಎಲ್ಲರೂ ಪೂಜಿಸುವ ದೇವರು ಗಣಪತಿ (806, 1858, 1061, 1884)
bottom-2-headline: ಹಬ್ಬಗಳಿಂದ ಸಾಮರಸ್ಯ ಮೂಡಲಿ (425, 1858, 662, 1884)
kiru-suddi-label: ಕಿರುಸುದ್ದಿ (134, 524, 301, 572)
